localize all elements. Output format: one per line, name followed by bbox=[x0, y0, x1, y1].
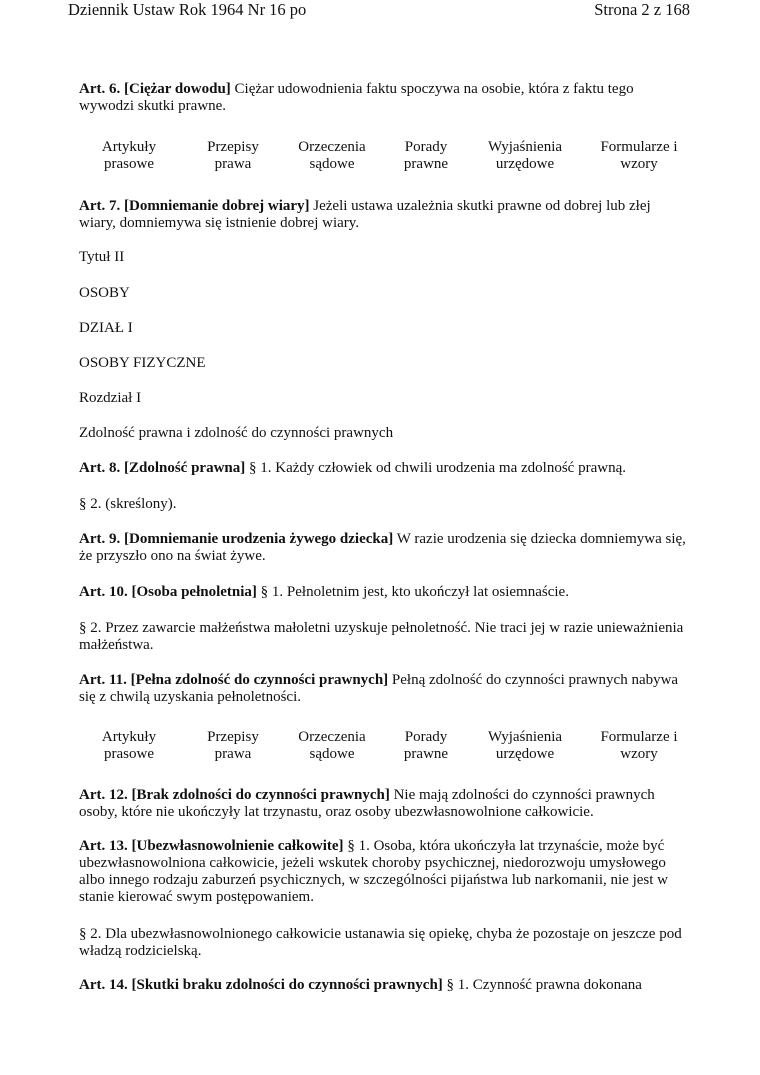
article-6-heading: Art. 6. [Ciężar dowodu] bbox=[79, 81, 231, 97]
link-artykuly-prasowe[interactable]: Artykuły prasowe bbox=[101, 729, 157, 762]
header-title: Dziennik Ustaw Rok 1964 Nr 16 po bbox=[68, 0, 307, 19]
article-13-heading: Art. 13. [Ubezwłasnowolnienie całkowite] bbox=[79, 838, 344, 854]
article-11-text: Pełną zdolność do czynności prawnych nabywa się z chwilą uzyskania pełnoletności. bbox=[79, 672, 679, 705]
link-przepisy-prawa[interactable]: Przepisy prawa bbox=[207, 729, 259, 762]
link-orzeczenia-sadowe[interactable]: Orzeczenia sądowe bbox=[298, 139, 366, 172]
link-porady-prawne[interactable]: Porady prawne bbox=[403, 729, 449, 762]
article-6-text: Ciężar udowodnienia faktu spoczywa na osobie, która z faktu tego wywodzi skutki prawne. bbox=[79, 81, 634, 114]
chapter-heading: Rozdział I bbox=[79, 390, 142, 406]
section-heading: DZIAŁ I bbox=[79, 320, 133, 336]
article-9 bbox=[79, 531, 689, 565]
link-wyjasnienia-urzedowe[interactable]: Wyjaśnienia urzędowe bbox=[487, 139, 563, 172]
chapter-title: Zdolność prawna i zdolność do czynności prawnych bbox=[79, 425, 394, 441]
article-13 bbox=[79, 838, 689, 906]
article-12-heading: Art. 12. [Brak zdolności do czynności prawnych] bbox=[79, 787, 390, 803]
link-artykuly-prasowe[interactable]: Artykuły prasowe bbox=[101, 139, 157, 172]
article-11-heading: Art. 11. [Pełna zdolność do czynności prawnych] bbox=[79, 672, 389, 688]
page-number: Strona 2 z 168 bbox=[594, 0, 690, 19]
article-12 bbox=[79, 787, 689, 821]
persons-heading: OSOBY bbox=[79, 285, 130, 301]
article-10-par-2: § 2. Przez zawarcie małżeństwa małoletni uzyskuje pełnoletność. Nie traci jej w razie unieważnienia małżeństwa. bbox=[79, 620, 684, 653]
article-12-text: Nie mają zdolności do czynności prawnych osoby, które nie ukończyły lat trzynastu, oraz osoby ubezwłasnowolnione całkowicie. bbox=[79, 787, 655, 820]
article-13-par-2: § 2. Dla ubezwłasnowolnionego całkowicie ustanawia się opiekę, chyba że pozostaje on jeszcze pod władzą rodzicielską. bbox=[79, 926, 682, 959]
natural-persons-heading: OSOBY FIZYCZNE bbox=[79, 355, 206, 371]
article-10-text: § 1. Pełnoletnim jest, kto ukończył lat osiemnaście. bbox=[256, 584, 569, 600]
link-formularze-wzory[interactable]: Formularze i wzory bbox=[600, 139, 678, 172]
link-orzeczenia-sadowe[interactable]: Orzeczenia sądowe bbox=[298, 729, 366, 762]
article-9-text: W razie urodzenia się dziecka domniemywa się, że przyszło ono na świat żywe. bbox=[79, 531, 686, 564]
article-14-text: § 1. Czynność prawna dokonana bbox=[442, 977, 642, 993]
article-10 bbox=[79, 584, 689, 601]
article-11 bbox=[79, 672, 689, 706]
article-7 bbox=[79, 198, 689, 232]
article-6 bbox=[79, 81, 689, 115]
article-7-text: Jeżeli ustawa uzależnia skutki prawne od dobrej lub złej wiary, domniemywa się istnienie dobrej wiary. bbox=[79, 198, 651, 231]
title-heading: Tytuł II bbox=[79, 249, 125, 265]
article-8 bbox=[79, 460, 689, 477]
article-10-heading: Art. 10. [Osoba pełnoletnia] bbox=[79, 584, 257, 600]
category-links-top bbox=[79, 139, 689, 173]
article-8-heading: Art. 8. [Zdolność prawna] bbox=[79, 460, 246, 476]
article-8-text: § 1. Każdy człowiek od chwili urodzenia ma zdolność prawną. bbox=[245, 460, 626, 476]
article-13-text: § 1. Osoba, która ukończyła lat trzynaście, może być ubezwłasnowolniona całkowicie, jeżeli wskutek choroby psychicznej, niedorozwoju umysłowego albo innego rodzaju zaburzeń psychicznych, w szczególności pijaństwa lub narkomanii, nie jest w stanie kierować swym postępowaniem. bbox=[79, 838, 668, 905]
article-14 bbox=[79, 977, 689, 994]
link-przepisy-prawa[interactable]: Przepisy prawa bbox=[207, 139, 259, 172]
page-header bbox=[68, 0, 690, 22]
category-links-bottom bbox=[79, 729, 689, 763]
article-14-heading: Art. 14. [Skutki braku zdolności do czynności prawnych] bbox=[79, 977, 443, 993]
link-wyjasnienia-urzedowe[interactable]: Wyjaśnienia urzędowe bbox=[487, 729, 563, 762]
article-9-heading: Art. 9. [Domniemanie urodzenia żywego dziecka] bbox=[79, 531, 394, 547]
link-porady-prawne[interactable]: Porady prawne bbox=[403, 139, 449, 172]
article-8-par-2: § 2. (skreślony). bbox=[79, 496, 177, 512]
link-formularze-wzory[interactable]: Formularze i wzory bbox=[600, 729, 678, 762]
article-7-heading: Art. 7. [Domniemanie dobrej wiary] bbox=[79, 198, 310, 214]
